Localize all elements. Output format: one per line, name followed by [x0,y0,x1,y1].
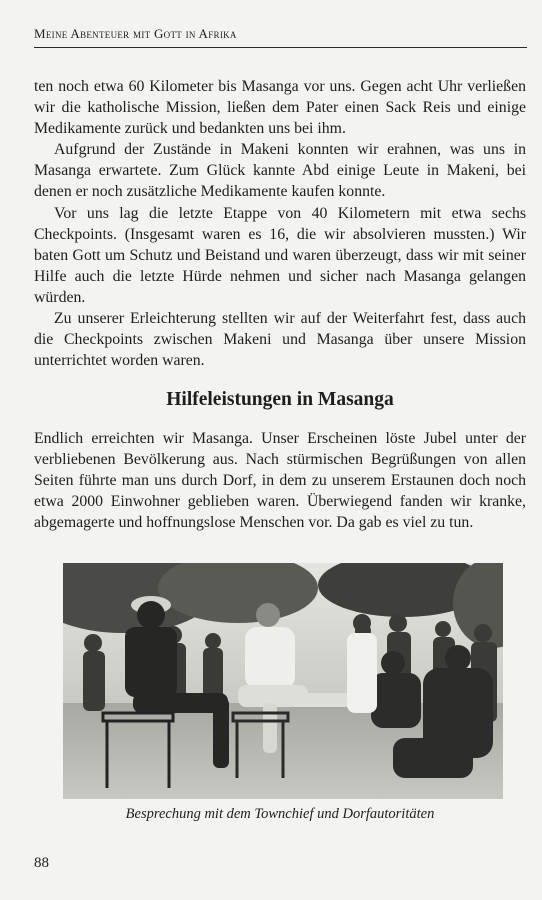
paragraph-relief: Zu unserer Erleichterung stellten wir auf der Weiterfahrt fest, dass auch die Checkpoints zwischen Makeni und Masanga über unsere Mission unterrichtet worden waren. [34,310,526,370]
text-block-section [34,428,526,533]
paragraph-checkpoints: Vor uns lag die letzte Etappe von 40 Kilometern mit etwa sechs Checkpoints. (Insgesamt waren es 16, die wir absolvieren mussten.) Wir baten Gott um Schutz und Beistand und waren überzeugt, dass wir mit seiner Hilfe auch die letzte Hürde nehmen und sicher nach Masanga gelangen würden. [34,204,526,306]
photo-illustration [63,563,503,799]
paragraph-continuation: ten noch etwa 60 Kilometer bis Masanga vor uns. Gegen acht Uhr verließen wir die katholische Mission, ließen dem Pater einen Sack Reis und einige Medikamente zurück und bedankten uns bei ihm. [34,78,526,138]
page-number: 88 [34,855,49,871]
paragraph-makeni: Aufgrund der Zustände in Makeni konnten wir erahnen, was uns in Masanga erwartete. Zum Glück kannte Abd einige Leute in Makeni, bei denen er noch zusätzliche Medikamente kaufen konnte. [34,141,526,201]
text-block-top [34,76,526,371]
header-rule [34,47,527,48]
village-meeting-photo [63,563,503,799]
paragraph-arrival: Endlich erreichten wir Masanga. Unser Erscheinen löste Jubel unter der verbliebenen Bevölkerung aus. Nach stürmischen Begrüßungen von allen Seiten führte man uns durch Dorf, in dem zu unserem Erstaunen doch noch etwa 2000 Einwohner geblieben waren. Überwiegend fanden wir kranke, abgemagerte und hoffnungslose Menschen vor. Da gab es viel zu tun. [34,430,526,532]
photo-caption: Besprechung mit dem Townchief und Dorfautoritäten [125,806,435,822]
running-head: Meine Abenteuer mit Gott in Afrika [34,26,237,41]
section-heading: Hilfeleistungen in Masanga [166,389,394,410]
